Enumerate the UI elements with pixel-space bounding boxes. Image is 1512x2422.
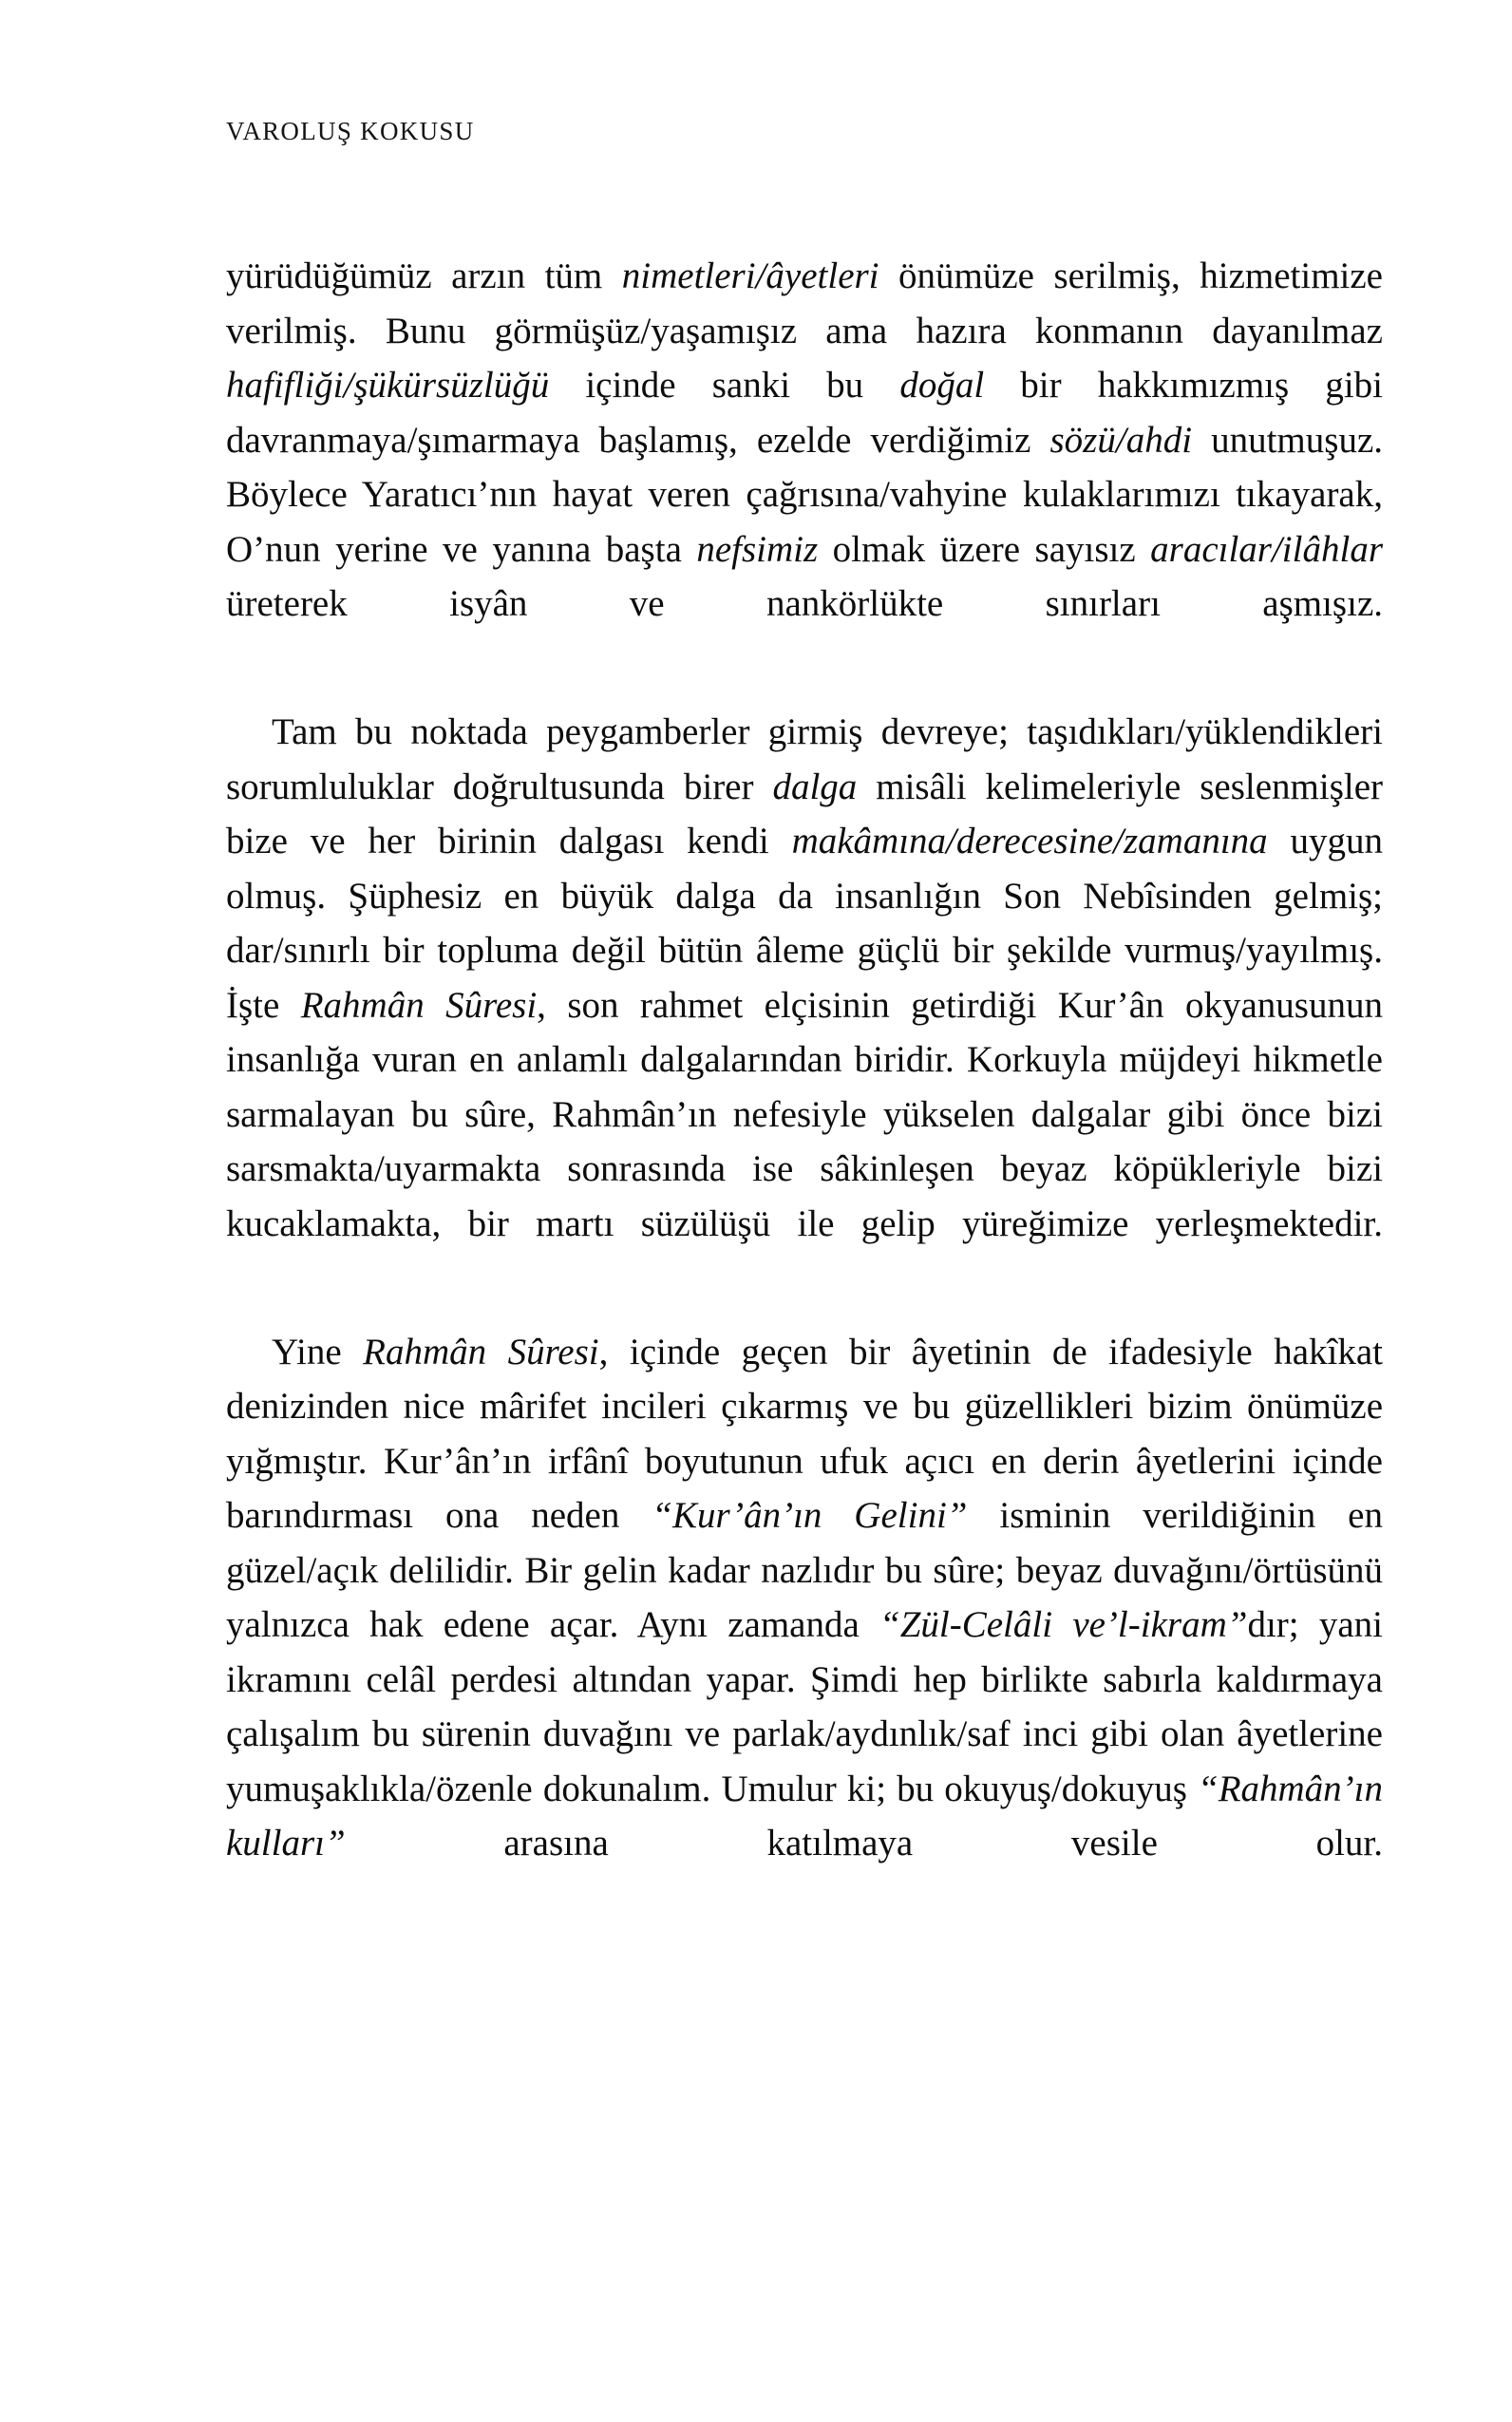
paragraph-3	[226, 1325, 1383, 1926]
paragraph-2	[226, 705, 1383, 1306]
emphasis-run: hafifliği/şükürsüzlüğü	[226, 365, 550, 406]
text-run: yürüdüğümüz arzın tüm	[226, 255, 622, 296]
emphasis-run: nefsimiz	[696, 528, 819, 570]
emphasis-run: “Zül-Celâli ve’l-ikram”	[879, 1604, 1248, 1645]
emphasis-run: doğal	[899, 365, 985, 406]
text-run: bir hakkımızmış gibi davranmaya/şımarmaya başlamış, ezelde verdiğimiz	[226, 365, 1383, 461]
text-run: , içinde geçen bir âyetinin de ifadesiyle hakîkat denizinden nice mârifet incileri çıkarmış ve bu güzellikleri bizim önümüze yığmıştır. Kur’ân’ın irfânî boyutunun ufuk açıcı en derin âyetlerini içinde barındırması ona neden	[226, 1331, 1383, 1536]
text-run: , son rahmet elçisinin getirdiği Kur’ân okyanusunun insanlığa vuran en anlamlı dalgalarından biridir. Korkuyla müjdeyi hikmetle sarmalayan bu sûre, Rahmân’ın nefesiyle yükselen dalgalar gibi önce bizi sarsmakta/uyarmakta sonrasında ise sâkinleşen beyaz köpükleriyle bizi kucaklamakta, bir martı süzülüşü ile gelip yüreğimize yerleşmektedir.	[226, 984, 1383, 1244]
text-run: uygun olmuş. Şüphesiz en büyük dalga da insanlığın Son Nebîsinden gelmiş; dar/sınırlı bir topluma değil bütün âleme güçlü bir şekilde vurmuş/yayılmış. İşte	[226, 821, 1384, 1026]
emphasis-run: sözü/ahdi	[1049, 419, 1193, 461]
text-run: önümüze serilmiş, hizmetimize verilmiş. Bunu görmüşüz/yaşamışız ama hazıra konmanın dayanılmaz	[226, 255, 1383, 351]
text-run: unutmuşuz. Böylece Yaratıcı’nın hayat veren çağrısına/vahyine kulaklarımızı tıkayarak, O’nun yerine ve yanına başta	[226, 419, 1383, 570]
emphasis-run: Rahmân Sûresi	[300, 984, 538, 1026]
running-header: VAROLUŞ KOKUSU	[226, 117, 475, 145]
emphasis-run: dalga	[772, 766, 858, 807]
text-run: Tam bu noktada peygamberler girmiş devreye; taşıdıkları/yüklendikleri sorumluluklar doğrultusunda birer	[226, 711, 1383, 807]
emphasis-run: aracılar/ilâhlar	[1150, 528, 1383, 570]
text-run: misâli kelimeleriyle seslenmişler bize ve her birinin dalgası kendi	[226, 766, 1383, 861]
text-run: içinde sanki bu	[549, 365, 900, 406]
emphasis-run: “Rahmân’ın kulları”	[226, 1768, 1383, 1864]
emphasis-run: nimetleri/âyetleri	[621, 255, 879, 296]
paragraph-1	[226, 249, 1383, 686]
text-run: olmak üzere sayısız	[818, 528, 1151, 570]
text-run: Yine	[272, 1331, 364, 1372]
emphasis-run: “Kur’ân’ın Gelini”	[652, 1495, 968, 1536]
emphasis-run: makâmına/derecesine/zamanına	[791, 821, 1268, 861]
text-run: üreterek isyân ve nankörlükte sınırları aşmışız.	[226, 583, 1383, 624]
text-run: isminin verildiğinin en güzel/açık delilidir. Bir gelin kadar nazlıdır bu sûre; beyaz duvağını/örtüsünü yalnızca hak edene açar. Aynı zamanda	[226, 1495, 1383, 1645]
text-run: arasına katılmaya vesile olur.	[345, 1823, 1383, 1864]
body-text-block	[226, 249, 1383, 1925]
emphasis-run: Rahmân Sûresi	[363, 1331, 599, 1372]
text-run: dır; yani ikramını celâl perdesi altından yapar. Şimdi hep birlikte sabırla kaldırmaya çalışalım bu sürenin duvağını ve parlak/aydınlık/saf inci gibi olan âyetlerine yumuşaklıkla/özenle dokunalım. Umulur ki; bu okuyuş/dokuyuş	[226, 1604, 1383, 1809]
